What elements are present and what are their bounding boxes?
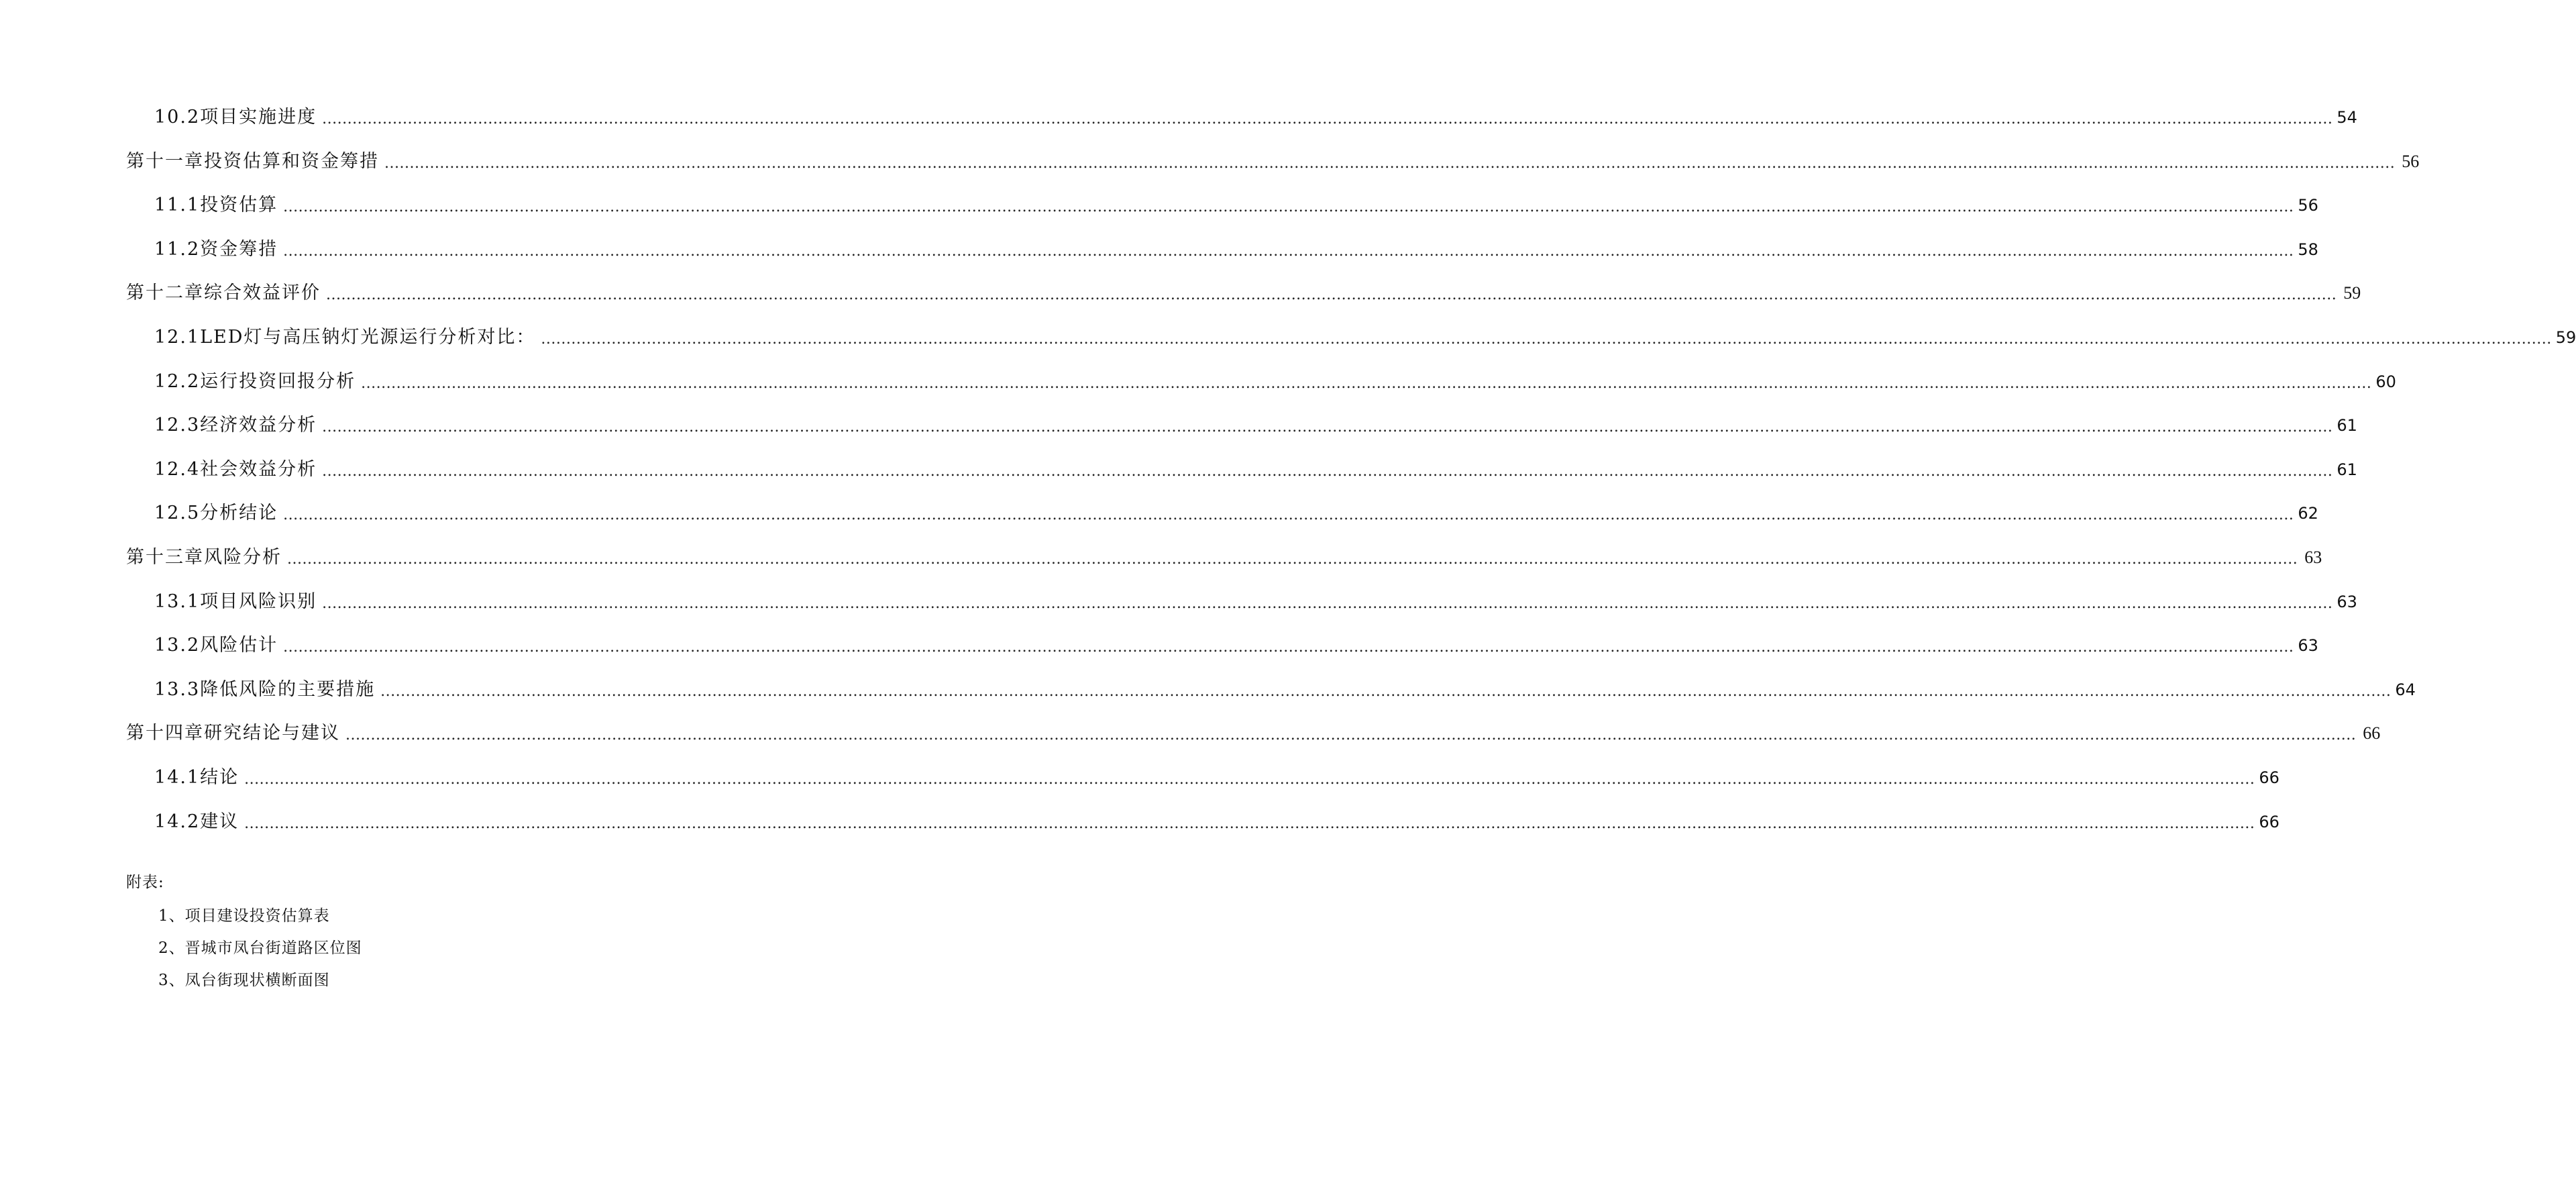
toc-section-entry xyxy=(126,104,2357,148)
toc-dot-leader: ................................................................................................................................................................................................................................................................................................................................................................................................................ xyxy=(287,550,2298,568)
toc-dot-leader: ................................................................................................................................................................................................................................................................................................................................................................................................................ xyxy=(322,595,2333,612)
toc-section-entry xyxy=(126,192,2318,236)
toc-section-entry xyxy=(126,236,2318,280)
toc-page-number: 61 xyxy=(2337,460,2357,479)
appendix-title: 附表: xyxy=(126,874,164,891)
toc-page-number: 62 xyxy=(2298,504,2318,523)
toc-page-number: 54 xyxy=(2337,108,2357,127)
toc-dot-leader: ................................................................................................................................................................................................................................................................................................................................................................................................................ xyxy=(283,199,2294,216)
toc-dot-leader: ................................................................................................................................................................................................................................................................................................................................................................................................................ xyxy=(322,419,2333,436)
toc-entry-title: 研究结论与建议 xyxy=(204,723,340,744)
toc-section-entry xyxy=(126,456,2357,501)
toc-entry-number: 第十二章 xyxy=(126,283,204,304)
toc-chapter-entry xyxy=(126,544,2322,588)
toc-entry-title: 风险分析 xyxy=(204,546,282,568)
toc-section-entry xyxy=(126,588,2357,633)
toc-dot-leader: ................................................................................................................................................................................................................................................................................................................................................................................................................ xyxy=(244,770,2255,788)
toc-section-entry xyxy=(126,368,2396,413)
toc-entry-title: 结论 xyxy=(200,766,239,788)
toc-entry-title: 投资估算 xyxy=(200,195,278,216)
toc-dot-leader: ................................................................................................................................................................................................................................................................................................................................................................................................................ xyxy=(361,374,2372,392)
toc-chapter-entry xyxy=(126,280,2361,324)
toc-page-number: 59 xyxy=(2343,283,2361,303)
toc-entry-number: 第十一章 xyxy=(126,150,204,172)
appendix-item: 1、项目建设投资估算表 xyxy=(158,907,330,925)
toc-page-number: 64 xyxy=(2395,680,2416,699)
toc-chapter-entry xyxy=(126,720,2381,764)
toc-entry-title: 项目风险识别 xyxy=(200,591,317,612)
toc-entry-title: 综合效益评价 xyxy=(204,283,321,304)
toc-dot-leader: ................................................................................................................................................................................................................................................................................................................................................................................................................ xyxy=(283,639,2294,656)
toc-section-entry xyxy=(126,500,2318,544)
toc-entry-title: 投资估算和资金筹措 xyxy=(204,150,379,172)
toc-entry-number: 12.2 xyxy=(154,370,201,392)
toc-entry-number: 第十三章 xyxy=(126,546,204,568)
toc-entry-number: 12.5 xyxy=(154,503,201,524)
toc-entry-title: 经济效益分析 xyxy=(200,415,317,436)
toc-dot-leader: ................................................................................................................................................................................................................................................................................................................................................................................................................ xyxy=(283,242,2294,260)
toc-dot-leader: ................................................................................................................................................................................................................................................................................................................................................................................................................ xyxy=(345,727,2357,744)
toc-section-entry xyxy=(126,809,2279,853)
toc-entry-number: 12.4 xyxy=(154,458,201,480)
toc-entry-number: 10.2 xyxy=(154,107,201,127)
toc-section-entry xyxy=(126,324,2576,368)
toc-entry-title: 降低风险的主要措施 xyxy=(200,678,376,700)
toc-page-number: 66 xyxy=(2363,723,2381,744)
toc-entry-title: 项目实施进度 xyxy=(200,107,317,127)
toc-dot-leader: ................................................................................................................................................................................................................................................................................................................................................................................................................ xyxy=(283,507,2294,524)
toc-entry-number: 13.2 xyxy=(154,635,201,656)
toc-chapter-entry xyxy=(126,148,2420,193)
toc-dot-leader: ................................................................................................................................................................................................................................................................................................................................................................................................................ xyxy=(322,111,2333,127)
toc-dot-leader: ................................................................................................................................................................................................................................................................................................................................................................................................................ xyxy=(244,815,2255,832)
toc-entry-number: 12.3 xyxy=(154,415,201,436)
toc-entry-title: 资金筹措 xyxy=(200,238,278,260)
appendix-section xyxy=(126,870,596,1003)
toc-page-number: 63 xyxy=(2337,592,2357,611)
toc-entry-number: 14.1 xyxy=(154,766,201,788)
toc-entry-title: LED灯与高压钠灯光源运行分析对比： xyxy=(200,326,536,348)
toc-page-number: 58 xyxy=(2298,240,2318,259)
toc-entry-number: 13.1 xyxy=(154,591,201,612)
toc-dot-leader: ................................................................................................................................................................................................................................................................................................................................................................................................................ xyxy=(326,287,2337,304)
toc-page-number: 66 xyxy=(2259,812,2279,831)
toc-section-entry xyxy=(126,764,2279,809)
toc-page-number: 63 xyxy=(2304,547,2322,567)
toc-page-number: 63 xyxy=(2298,636,2318,656)
toc-dot-leader: ................................................................................................................................................................................................................................................................................................................................................................................................................ xyxy=(541,330,2552,348)
toc-entry-number: 11.1 xyxy=(154,195,201,216)
table-of-contents xyxy=(126,104,2576,852)
appendix-item: 3、凤台街现状横断面图 xyxy=(158,972,330,989)
toc-entry-number: 12.1 xyxy=(154,326,201,348)
toc-section-entry xyxy=(126,632,2318,676)
toc-entry-number: 11.2 xyxy=(154,238,201,260)
toc-section-entry xyxy=(126,412,2357,456)
toc-dot-leader: ................................................................................................................................................................................................................................................................................................................................................................................................................ xyxy=(384,154,2396,172)
toc-page-number: 66 xyxy=(2259,768,2279,787)
toc-entry-title: 建议 xyxy=(200,811,239,832)
toc-entry-title: 社会效益分析 xyxy=(200,458,317,480)
toc-dot-leader: ................................................................................................................................................................................................................................................................................................................................................................................................................ xyxy=(380,682,2392,700)
toc-page-number: 59 xyxy=(2555,327,2576,347)
toc-entry-title: 分析结论 xyxy=(200,503,278,524)
toc-entry-title: 风险估计 xyxy=(200,635,278,656)
toc-page-number: 56 xyxy=(2402,151,2420,171)
toc-entry-number: 14.2 xyxy=(154,811,201,832)
toc-entry-number: 13.3 xyxy=(154,678,201,700)
appendix-item: 2、晋城市凤台街道路区位图 xyxy=(158,939,362,957)
toc-entry-title: 运行投资回报分析 xyxy=(200,370,356,392)
toc-dot-leader: ................................................................................................................................................................................................................................................................................................................................................................................................................ xyxy=(322,462,2333,480)
toc-entry-number: 第十四章 xyxy=(126,723,204,744)
toc-section-entry xyxy=(126,676,2416,721)
toc-page-number: 61 xyxy=(2337,416,2357,436)
toc-page-number: 56 xyxy=(2298,196,2318,215)
toc-page-number: 60 xyxy=(2375,372,2396,391)
